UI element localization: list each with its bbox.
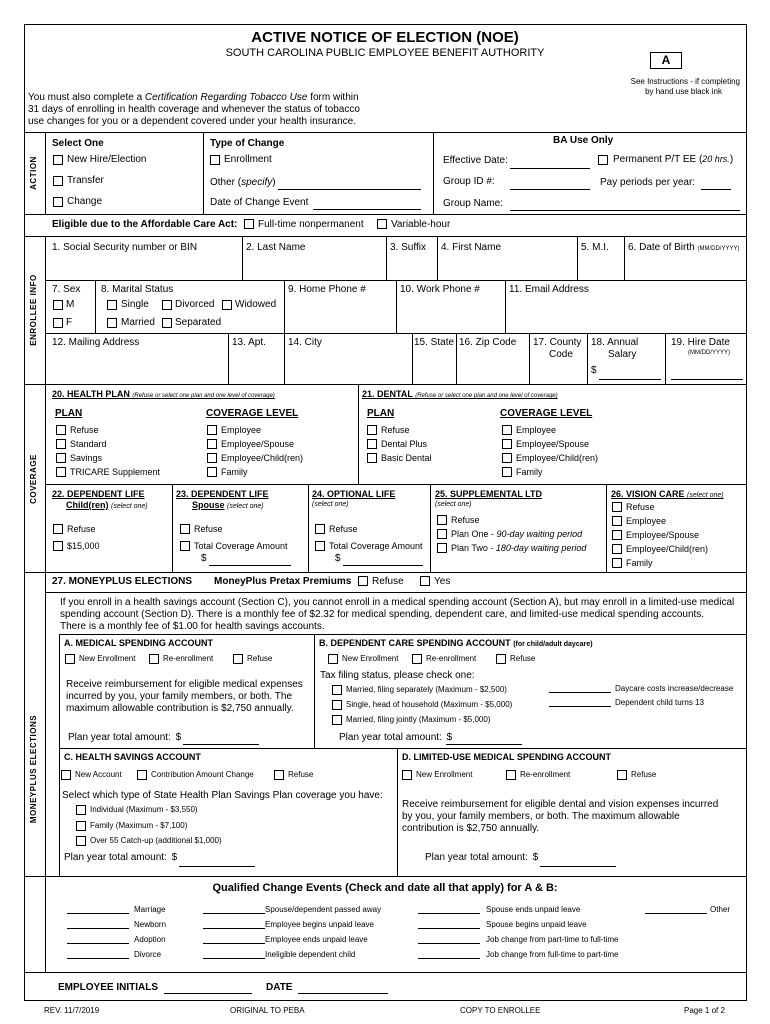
transfer-checkbox[interactable] — [53, 176, 63, 186]
ba-use-only-label: BA Use Only — [553, 135, 614, 146]
vision-family-label: Family — [626, 558, 653, 568]
apt-label: 13. Apt. — [232, 337, 266, 348]
email-label: 11. Email Address — [509, 284, 589, 295]
form-title: ACTIVE NOTICE OF ELECTION (NOE) — [251, 29, 519, 46]
enrollment-checkbox[interactable] — [210, 155, 220, 165]
lu-new-enrollment-label: New Enrollment — [416, 770, 473, 779]
optional-life-subtitle: (select one) — [312, 501, 349, 508]
vision-employee-children-checkbox[interactable] — [612, 544, 622, 554]
county-code-label: 17. County — [533, 337, 582, 348]
health-employee-spouse-checkbox[interactable] — [207, 439, 217, 449]
instructions-text-2: by hand use black ink — [645, 87, 722, 96]
copy-to-enrollee-label: COPY TO ENROLLEE — [460, 1006, 541, 1015]
employee-initials-label: EMPLOYEE INITIALS — [58, 982, 159, 993]
hire-date-label: 19. Hire Date — [671, 337, 730, 348]
work-phone-label: 10. Work Phone # — [400, 284, 480, 295]
variable-hour-checkbox[interactable] — [377, 219, 387, 229]
vision-refuse-checkbox[interactable] — [612, 502, 622, 512]
aca-label: Eligible due to the Affordable Care Act: — [52, 219, 238, 230]
marital-status-label: 8. Marital Status — [101, 284, 174, 295]
pretax-yes-label: Yes — [434, 576, 451, 587]
moneyplus-para-line1: If you enroll in a health savings account (Section C), you cannot enroll in a medical spending account (Section A), but may enroll in a limited-use medical — [60, 597, 735, 608]
new-hire-checkbox[interactable] — [53, 155, 63, 165]
child-turns-13-label: Dependent child turns 13 — [615, 698, 704, 707]
vision-refuse-label: Refuse — [626, 502, 655, 512]
health-employee-spouse-label: Employee/Spouse — [221, 439, 295, 449]
dep-life-child-title: 22. DEPENDENT LIFE — [52, 489, 145, 499]
daycare-change-date-field[interactable] — [549, 692, 611, 693]
date-of-change-field[interactable] — [313, 209, 421, 210]
lu-refuse-label: Refuse — [631, 770, 657, 779]
hsa-individual-checkbox[interactable] — [76, 805, 86, 815]
qce-adoption-label: Adoption — [134, 935, 166, 944]
new-hire-label: New Hire/Election — [67, 154, 147, 165]
qce-employee-begins-leave-label: Employee begins unpaid leave — [265, 920, 374, 929]
dob-label: 6. Date of Birth (MM/DD/YYYY) — [628, 242, 740, 253]
health-savings-label: Savings — [70, 453, 103, 463]
health-tricare-checkbox[interactable] — [56, 467, 66, 477]
pretax-refuse-label: Refuse — [372, 576, 404, 587]
dental-family-label: Family — [516, 467, 543, 477]
qce-spouse-ends-leave-label: Spouse ends unpaid leave — [486, 905, 581, 914]
msa-text-line3: maximum allowable contribution is $2,750 annually. — [66, 703, 294, 714]
separated-label: Separated — [175, 317, 222, 328]
dep-life-spouse-refuse-checkbox[interactable] — [180, 524, 190, 534]
hsa-new-account-checkbox[interactable] — [61, 770, 71, 780]
divorced-label: Divorced — [175, 299, 215, 310]
qce-spouse-ends-leave-date[interactable] — [418, 913, 480, 914]
dep-life-child-refuse-label: Refuse — [67, 524, 96, 534]
lu-text-line2: by you, your family members, or both. The maximum allowable — [402, 811, 680, 822]
enrollment-label: Enrollment — [224, 154, 272, 165]
vision-family-checkbox[interactable] — [612, 558, 622, 568]
hsa-title: C. HEALTH SAVINGS ACCOUNT — [64, 752, 201, 762]
health-plan-header: PLAN — [55, 408, 83, 419]
vision-care-title: 26. VISION CARE (select one) — [611, 489, 724, 499]
moneyplus-pretax-label: MoneyPlus Pretax Premiums — [214, 576, 352, 587]
vision-employee-spouse-checkbox[interactable] — [612, 530, 622, 540]
msa-text-line2: incurred by you, your family members, or both. The — [66, 691, 293, 702]
ssn-label: 1. Social Security number or BIN — [52, 242, 198, 253]
qce-marriage-label: Marriage — [134, 905, 166, 914]
qce-employee-ends-leave-date[interactable] — [203, 943, 265, 944]
effective-date-field[interactable] — [510, 168, 590, 169]
msa-plan-year-label: Plan year total amount: $ — [68, 732, 182, 743]
divorced-checkbox[interactable] — [162, 300, 172, 310]
married-checkbox[interactable] — [107, 318, 117, 328]
dental-employee-label: Employee — [516, 425, 557, 435]
tobacco-notice-line2: 31 days of enrolling in health coverage and whenever the status of tobacco — [28, 104, 360, 115]
health-plan-title: 20. HEALTH PLAN (Refuse or select one plan and one level of coverage) — [52, 389, 275, 399]
health-standard-label: Standard — [70, 439, 107, 449]
county-code-label-2: Code — [549, 349, 573, 360]
single-label: Single — [121, 299, 149, 310]
sex-m-label: M — [66, 299, 75, 310]
ltd-plan-two-checkbox[interactable] — [437, 543, 447, 553]
dca-title: B. DEPENDENT CARE SPENDING ACCOUNT (for child/adult daycare) — [319, 638, 593, 648]
optional-life-dollar: $ — [335, 553, 341, 564]
health-family-checkbox[interactable] — [207, 467, 217, 477]
dep-life-spouse-refuse-label: Refuse — [194, 524, 223, 534]
ltd-refuse-label: Refuse — [451, 515, 480, 525]
pay-periods-label: Pay periods per year: — [600, 177, 696, 188]
ltd-refuse-checkbox[interactable] — [437, 515, 447, 525]
dental-employee-children-label: Employee/Child(ren) — [516, 453, 599, 463]
dep-life-spouse-total-label: Total Coverage Amount — [194, 541, 288, 551]
optional-life-amount-field[interactable] — [343, 565, 423, 566]
select-one-label: Select One — [52, 138, 104, 149]
health-standard-checkbox[interactable] — [56, 439, 66, 449]
home-phone-label: 9. Home Phone # — [288, 284, 366, 295]
state-label: 15. State — [414, 337, 455, 348]
limited-use-title: D. LIMITED-USE MEDICAL SPENDING ACCOUNT — [402, 752, 612, 762]
type-of-change-label: Type of Change — [210, 138, 285, 149]
msa-plan-year-field[interactable] — [183, 744, 259, 745]
hire-date-field[interactable] — [671, 379, 743, 380]
full-time-nonpermanent-checkbox[interactable] — [244, 219, 254, 229]
dental-plus-checkbox[interactable] — [367, 439, 377, 449]
footer-date-label: DATE — [266, 982, 293, 993]
mi-label: 5. M.I. — [581, 242, 609, 253]
optional-life-refuse-checkbox[interactable] — [315, 524, 325, 534]
instructions-text: See Instructions - if completing — [630, 77, 740, 86]
tax-single-hoh-label: Single, head of household (Maximum - $5,000) — [346, 700, 513, 709]
dep-life-child-15000-checkbox[interactable] — [53, 541, 63, 551]
zip-label: 16. Zip Code — [459, 337, 517, 348]
child-turns-13-date-field[interactable] — [549, 706, 611, 707]
tax-married-jointly-checkbox[interactable] — [332, 715, 342, 725]
hsa-family-label: Family (Maximum - $7,100) — [90, 821, 188, 830]
lu-new-enrollment-checkbox[interactable] — [402, 770, 412, 780]
health-employee-checkbox[interactable] — [207, 425, 217, 435]
basic-dental-checkbox[interactable] — [367, 453, 377, 463]
group-id-label: Group ID #: — [443, 176, 495, 187]
group-name-field[interactable] — [510, 210, 740, 211]
employee-initials-field[interactable] — [164, 993, 252, 994]
qce-title: Qualified Change Events (Check and date all that apply) for A & B: — [212, 882, 558, 894]
dca-re-enrollment-checkbox[interactable] — [412, 654, 422, 664]
lu-text-line1: Receive reimbursement for eligible dental and vision expenses incurred — [402, 799, 719, 810]
tax-married-separately-checkbox[interactable] — [332, 685, 342, 695]
hire-date-format: (MM/DD/YYYY) — [688, 350, 730, 356]
change-label: Change — [67, 196, 103, 207]
tax-single-hoh-checkbox[interactable] — [332, 700, 342, 710]
dental-family-checkbox[interactable] — [502, 467, 512, 477]
optional-life-title: 24. OPTIONAL LIFE — [312, 489, 396, 499]
dep-life-spouse-dollar: $ — [201, 553, 207, 564]
supplemental-ltd-title: 25. SUPPLEMENTAL LTD — [435, 489, 543, 499]
single-checkbox[interactable] — [107, 300, 117, 310]
lu-plan-year-field[interactable] — [540, 866, 616, 867]
dental-employee-checkbox[interactable] — [502, 425, 512, 435]
health-tricare-label: TRICARE Supplement — [70, 467, 161, 477]
dep-life-spouse-total-checkbox[interactable] — [180, 541, 190, 551]
sex-f-label: F — [66, 317, 73, 328]
tax-status-label: Tax filing status, please check one: — [320, 670, 475, 681]
health-employee-children-checkbox[interactable] — [207, 453, 217, 463]
vision-employee-spouse-label: Employee/Spouse — [626, 530, 700, 540]
qce-newborn-date[interactable] — [67, 928, 129, 929]
variable-hour-label: Variable-hour — [391, 219, 451, 230]
msa-refuse-checkbox[interactable] — [233, 654, 243, 664]
other-specify-label: Other (specify) — [210, 177, 276, 188]
hsa-catch-up-checkbox[interactable] — [76, 836, 86, 846]
dental-coverage-level-header: COVERAGE LEVEL — [500, 408, 593, 419]
revision-label: REV. 11/7/2019 — [44, 1006, 100, 1015]
qce-employee-begins-leave-date[interactable] — [203, 928, 265, 929]
tobacco-notice-line3: use changes for you or a dependent covered under your health insurance. — [28, 116, 356, 127]
hsa-catch-up-label: Over 55 Catch-up (additional $1,000) — [90, 836, 222, 845]
action-side-label: ACTION — [29, 156, 38, 190]
page-number-label: Page 1 of 2 — [684, 1006, 725, 1015]
moneyplus-para-line3: There is a monthly fee of $1.00 for health savings accounts. — [60, 621, 325, 632]
optional-life-total-label: Total Coverage Amount — [329, 541, 423, 551]
dental-refuse-label: Refuse — [381, 425, 410, 435]
vision-employee-checkbox[interactable] — [612, 516, 622, 526]
hsa-new-account-label: New Account — [75, 770, 122, 779]
widowed-checkbox[interactable] — [222, 300, 232, 310]
qce-spouse-passed-date[interactable] — [203, 913, 265, 914]
health-coverage-level-header: COVERAGE LEVEL — [206, 408, 299, 419]
optional-life-refuse-label: Refuse — [329, 524, 358, 534]
first-name-label: 4. First Name — [441, 242, 502, 253]
msa-re-enrollment-checkbox[interactable] — [149, 654, 159, 664]
dca-new-enrollment-label: New Enrollment — [342, 654, 399, 663]
hsa-question: Select which type of State Health Plan Savings Plan coverage you have: — [62, 790, 383, 801]
hsa-contribution-change-label: Contribution Amount Change — [151, 770, 254, 779]
annual-salary-label-2: Salary — [608, 349, 637, 360]
dca-plan-year-label: Plan year total amount: $ — [339, 732, 453, 743]
effective-date-label: Effective Date: — [443, 155, 508, 166]
dental-plus-label: Dental Plus — [381, 439, 428, 449]
dental-refuse-checkbox[interactable] — [367, 425, 377, 435]
msa-title: A. MEDICAL SPENDING ACCOUNT — [64, 638, 214, 648]
group-id-field[interactable] — [510, 189, 590, 190]
dep-life-child-subtitle: Child(ren) (select one) — [66, 500, 148, 510]
daycare-change-label: Daycare costs increase/decrease — [615, 684, 734, 693]
dca-new-enrollment-checkbox[interactable] — [328, 654, 338, 664]
supplemental-ltd-subtitle: (select one) — [435, 501, 472, 508]
health-employee-children-label: Employee/Child(ren) — [221, 453, 304, 463]
original-to-peba-label: ORIGINAL TO PEBA — [230, 1006, 305, 1015]
separated-checkbox[interactable] — [162, 318, 172, 328]
dca-re-enrollment-label: Re-enrollment — [426, 654, 477, 663]
married-label: Married — [121, 317, 155, 328]
qce-spouse-begins-leave-date[interactable] — [418, 928, 480, 929]
moneyplus-side-label: MONEYPLUS ELECTIONS — [29, 714, 38, 824]
lu-re-enrollment-label: Re-enrollment — [520, 770, 571, 779]
qce-spouse-passed-label: Spouse/dependent passed away — [265, 905, 382, 914]
qce-ft-to-pt-label: Job change from full-time to part-time — [486, 950, 619, 959]
ltd-plan-two-label: Plan Two - 180-day waiting period — [451, 543, 587, 553]
qce-divorce-date[interactable] — [67, 958, 129, 959]
health-savings-checkbox[interactable] — [56, 453, 66, 463]
date-of-change-label: Date of Change Event — [210, 197, 309, 208]
other-specify-field[interactable] — [278, 189, 421, 190]
optional-life-total-checkbox[interactable] — [315, 541, 325, 551]
vision-employee-children-label: Employee/Child(ren) — [626, 544, 709, 554]
coverage-side-label: COVERAGE — [29, 454, 38, 504]
enrollee-info-side-label: ENROLLEE INFO — [29, 274, 38, 346]
qce-pt-to-ft-date[interactable] — [418, 943, 480, 944]
dca-refuse-label: Refuse — [510, 654, 536, 663]
form-letter-box: A — [650, 52, 682, 69]
dental-title: 21. DENTAL (Refuse or select one plan and one level of coverage) — [362, 389, 558, 399]
dental-employee-spouse-checkbox[interactable] — [502, 439, 512, 449]
footer-date-field[interactable] — [298, 993, 388, 994]
sex-label: 7. Sex — [52, 284, 81, 295]
pretax-yes-checkbox[interactable] — [420, 576, 430, 586]
qce-ineligible-child-date[interactable] — [203, 958, 265, 959]
health-refuse-checkbox[interactable] — [56, 425, 66, 435]
health-family-label: Family — [221, 467, 248, 477]
full-time-nonpermanent-label: Full-time nonpermanent — [258, 219, 364, 230]
dental-employee-children-checkbox[interactable] — [502, 453, 512, 463]
ltd-plan-one-label: Plan One - 90-day waiting period — [451, 529, 583, 539]
health-employee-label: Employee — [221, 425, 262, 435]
hsa-refuse-checkbox[interactable] — [274, 770, 284, 780]
sex-m-checkbox[interactable] — [53, 300, 63, 310]
dep-life-child-15000-label: $15,000 — [67, 541, 100, 551]
health-refuse-label: Refuse — [70, 425, 99, 435]
dep-life-spouse-title: 23. DEPENDENT LIFE — [176, 489, 269, 499]
qce-spouse-begins-leave-label: Spouse begins unpaid leave — [486, 920, 587, 929]
annual-salary-field[interactable] — [599, 379, 661, 380]
hsa-individual-label: Individual (Maximum - $3,550) — [90, 805, 198, 814]
qce-newborn-label: Newborn — [134, 920, 167, 929]
qce-adoption-date[interactable] — [67, 943, 129, 944]
pretax-refuse-checkbox[interactable] — [358, 576, 368, 586]
tax-married-separately-label: Married, filing separately (Maximum - $2,500) — [346, 685, 507, 694]
tax-married-jointly-label: Married, filing jointly (Maximum - $5,000) — [346, 715, 491, 724]
tobacco-notice-line1: You must also complete a Certification Regarding Tobacco Use form within — [28, 92, 359, 103]
lu-refuse-checkbox[interactable] — [617, 770, 627, 780]
form-subtitle: SOUTH CAROLINA PUBLIC EMPLOYEE BENEFIT AUTHORITY — [225, 47, 545, 59]
dental-plan-header: PLAN — [367, 408, 395, 419]
hsa-refuse-label: Refuse — [288, 770, 314, 779]
hsa-plan-year-label: Plan year total amount: $ — [64, 852, 178, 863]
annual-salary-label: 18. Annual — [591, 337, 639, 348]
qce-other-label: Other — [710, 905, 731, 914]
hsa-plan-year-field[interactable] — [179, 866, 255, 867]
dep-life-spouse-subtitle: Spouse (select one) — [192, 500, 264, 510]
mailing-address-label: 12. Mailing Address — [52, 337, 140, 348]
msa-refuse-label: Refuse — [247, 654, 273, 663]
dental-employee-spouse-label: Employee/Spouse — [516, 439, 590, 449]
last-name-label: 2. Last Name — [246, 242, 306, 253]
dca-refuse-checkbox[interactable] — [496, 654, 506, 664]
dep-life-child-refuse-checkbox[interactable] — [53, 524, 63, 534]
qce-ft-to-pt-date[interactable] — [418, 958, 480, 959]
salary-dollar-sign: $ — [591, 365, 597, 376]
dep-life-spouse-amount-field[interactable] — [209, 565, 291, 566]
sex-f-checkbox[interactable] — [53, 318, 63, 328]
msa-re-enrollment-label: Re-enrollment — [163, 654, 214, 663]
change-checkbox[interactable] — [53, 197, 63, 207]
qce-pt-to-ft-label: Job change from part-time to full-time — [486, 935, 619, 944]
suffix-label: 3. Suffix — [390, 242, 426, 253]
msa-text-line1: Receive reimbursement for eligible medical expenses — [66, 679, 303, 690]
lu-text-line3: contribution is $2,750 annually. — [402, 823, 540, 834]
widowed-label: Widowed — [235, 299, 277, 310]
qce-divorce-label: Divorce — [134, 950, 162, 959]
moneyplus-para-line2: spending account (Section D). There is a monthly fee of $2.32 for medical spending, dependent care, and limited-use medical spending accounts. — [60, 609, 705, 620]
basic-dental-label: Basic Dental — [381, 453, 432, 463]
hsa-contribution-change-checkbox[interactable] — [137, 770, 147, 780]
transfer-label: Transfer — [67, 175, 104, 186]
vision-employee-label: Employee — [626, 516, 667, 526]
hsa-family-checkbox[interactable] — [76, 821, 86, 831]
group-name-label: Group Name: — [443, 198, 504, 209]
msa-new-enrollment-label: New Enrollment — [79, 654, 136, 663]
qce-ineligible-child-label: Ineligible dependent child — [265, 950, 356, 959]
lu-plan-year-label: Plan year total amount: $ — [425, 852, 539, 863]
city-label: 14. City — [288, 337, 322, 348]
permanent-pt-label: Permanent P/T EE (20 hrs.) — [613, 154, 734, 165]
qce-marriage-date[interactable] — [67, 913, 129, 914]
moneyplus-title: 27. MONEYPLUS ELECTIONS — [52, 576, 193, 587]
dca-plan-year-field[interactable] — [446, 744, 522, 745]
qce-employee-ends-leave-label: Employee ends unpaid leave — [265, 935, 368, 944]
lu-re-enrollment-checkbox[interactable] — [506, 770, 516, 780]
pay-periods-field[interactable] — [701, 189, 731, 190]
qce-other-date[interactable] — [645, 913, 707, 914]
msa-new-enrollment-checkbox[interactable] — [65, 654, 75, 664]
permanent-pt-checkbox[interactable] — [598, 155, 608, 165]
ltd-plan-one-checkbox[interactable] — [437, 529, 447, 539]
